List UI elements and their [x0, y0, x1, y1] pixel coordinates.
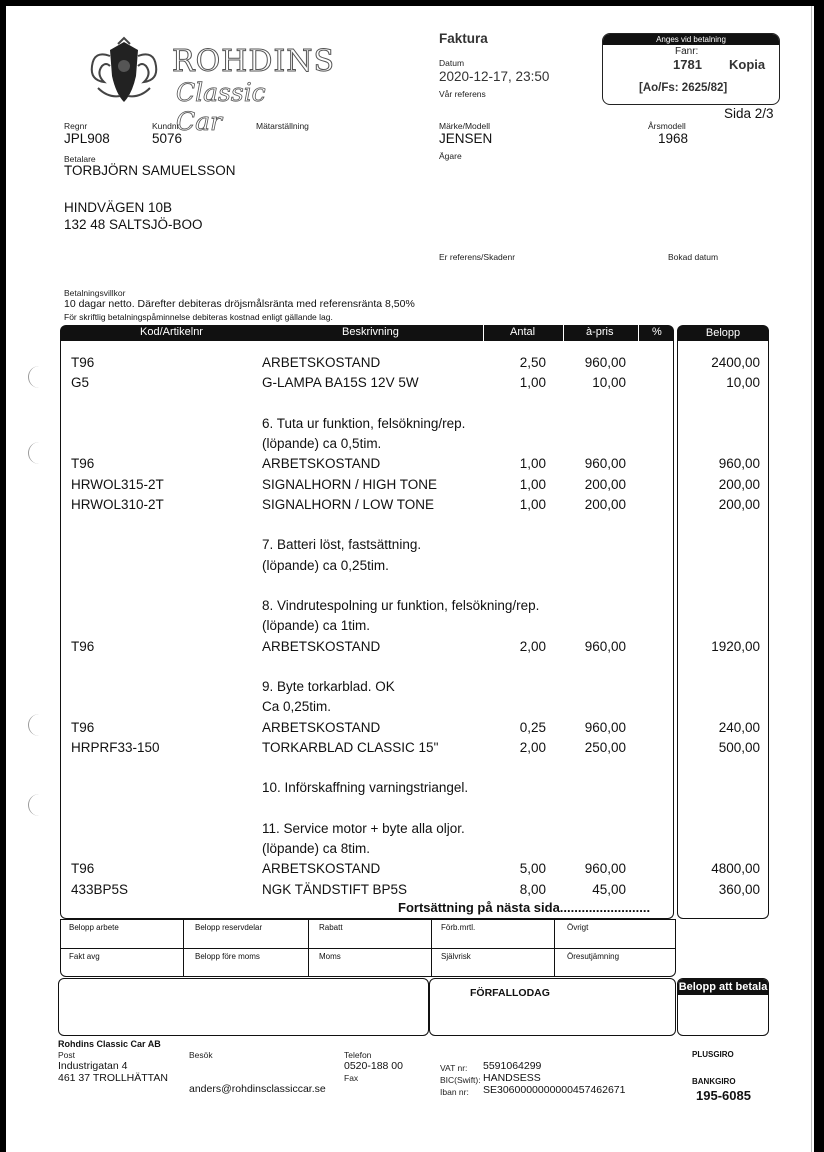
table-row	[6, 720, 814, 740]
kopia-label: Kopia	[729, 57, 766, 72]
item-description: TORKARBLAD CLASSIC 15"	[262, 739, 439, 755]
bokad-datum-label: Bokad datum	[668, 252, 719, 262]
logo-script: Classic Car	[176, 78, 266, 136]
forfallodag-label: FÖRFALLODAG	[470, 987, 550, 999]
fanr-label: Fanr:	[675, 46, 699, 57]
item-quantity: 0,25	[519, 719, 546, 735]
forb-mrtl-label: Förb.mrtl.	[441, 923, 476, 932]
item-description: 10. Införskaffning varningstriangel.	[262, 780, 469, 796]
item-amount: 200,00	[718, 476, 760, 492]
item-quantity: 1,00	[519, 456, 546, 472]
table-row	[6, 396, 814, 416]
terms-line1: 10 dagar netto. Därefter debiteras dröjsmålsränta med referensränta 8,50%	[64, 298, 415, 310]
item-unit-price: 45,00	[592, 881, 626, 897]
crest-icon	[84, 36, 164, 112]
footer-bic-label: BIC(Swift):	[440, 1075, 481, 1085]
amount-due-label: Belopp att betala	[678, 981, 768, 993]
footer-post-city: 461 37 TROLLHÄTTAN	[58, 1072, 168, 1084]
table-row	[6, 558, 814, 578]
moms-label: Moms	[319, 952, 341, 961]
item-unit-price: 960,00	[584, 355, 626, 370]
arsmodell-value: 1968	[658, 131, 689, 146]
footer-post-street: Industrigatan 4	[58, 1060, 128, 1072]
item-description: SIGNALHORN / LOW TONE	[262, 496, 435, 512]
kundnr-label: Kundnr	[152, 121, 180, 131]
due-date-box	[429, 978, 676, 1036]
table-row	[6, 740, 814, 760]
table-row	[6, 679, 814, 699]
item-quantity: 2,00	[519, 739, 546, 755]
marke-value: JENSEN	[439, 131, 493, 146]
header-divider	[483, 325, 484, 341]
customer-name: TORBJÖRN SAMUELSSON	[64, 163, 236, 178]
item-description: ARBETSKOSTAND	[262, 861, 381, 877]
table-row	[6, 537, 814, 557]
table-row	[6, 659, 814, 679]
belopp-arbete-label: Belopp arbete	[69, 923, 119, 932]
header-antal: Antal	[510, 326, 536, 338]
item-unit-price: 200,00	[584, 496, 626, 512]
fanr-value: 1781	[673, 57, 702, 72]
header-divider	[638, 325, 639, 341]
item-quantity: 1,00	[519, 496, 546, 512]
regnr-value: JPL908	[64, 131, 110, 146]
item-amount: 360,00	[718, 881, 760, 897]
logo-brand: ROHDINS	[172, 44, 336, 79]
item-description: ARBETSKOSTAND	[262, 456, 381, 472]
item-code: HRPRF33-150	[71, 739, 160, 755]
item-description: (löpande) ca 0,25tim.	[262, 557, 389, 573]
belopp-fore-moms-label: Belopp före moms	[195, 952, 260, 961]
fakt-avg-label: Fakt avg	[69, 952, 100, 961]
table-row	[6, 598, 814, 618]
item-code: HRWOL315-2T	[71, 476, 164, 492]
item-quantity: 2,50	[519, 355, 546, 370]
table-header	[60, 325, 674, 341]
footer-besok-label: Besök	[189, 1050, 213, 1060]
belopp-reservdelar-label: Belopp reservdelar	[195, 923, 263, 932]
header-kod: Kod/Artikelnr	[140, 326, 203, 338]
customer-street: HINDVÄGEN 10B	[64, 200, 173, 215]
item-description: 11. Service motor + byte alla oljor.	[262, 820, 465, 836]
table-row	[6, 760, 814, 780]
er-referens-label: Er referens/Skadenr	[439, 252, 516, 262]
item-description: NGK TÄNDSTIFT BP5S	[262, 881, 408, 897]
page-edge	[811, 6, 812, 1152]
page-number: Sida 2/3	[724, 106, 774, 121]
footer-iban: SE3060000000000457462671	[483, 1084, 626, 1096]
item-amount: 1920,00	[711, 638, 760, 654]
table-row	[6, 841, 814, 861]
table-row	[6, 699, 814, 719]
document-title: Faktura	[439, 31, 488, 46]
footer-bankgiro-label: BANKGIRO	[692, 1077, 736, 1086]
rabatt-label: Rabatt	[319, 923, 343, 932]
agare-label: Ägare	[439, 151, 462, 161]
table-row	[6, 517, 814, 537]
table-row	[6, 639, 814, 659]
header-divider	[563, 325, 564, 341]
item-quantity: 2,00	[519, 638, 546, 654]
table-row	[6, 416, 814, 436]
footer-plusgiro-label: PLUSGIRO	[692, 1050, 734, 1059]
item-description: 8. Vindrutespolning ur funktion, felsökning/rep.	[262, 598, 540, 613]
item-description: (löpande) ca 0,5tim.	[262, 436, 382, 451]
item-amount: 500,00	[718, 739, 760, 755]
item-unit-price: 250,00	[584, 739, 626, 755]
payment-reference-box	[602, 33, 780, 105]
footer-email[interactable]: anders@rohdinsclassiccar.se	[189, 1083, 326, 1095]
table-row	[6, 578, 814, 598]
table-row	[6, 861, 814, 881]
customer-city: 132 48 SALTSJÖ-BOO	[64, 217, 203, 232]
payment-box-header: Anges vid betalning	[603, 34, 779, 45]
footer-iban-label: Iban nr:	[440, 1087, 469, 1097]
footer-vat: 5591064299	[483, 1060, 542, 1072]
table-row	[6, 882, 814, 902]
item-unit-price: 960,00	[584, 456, 626, 472]
item-description: 9. Byte torkarblad. OK	[262, 679, 395, 694]
item-code: G5	[71, 375, 90, 391]
regnr-label: Regnr	[64, 121, 88, 131]
item-unit-price: 960,00	[584, 719, 626, 735]
betalare-label: Betalare	[64, 154, 96, 164]
item-amount: 960,00	[718, 456, 760, 472]
item-quantity: 8,00	[519, 881, 546, 897]
footer-telefon-label: Telefon	[344, 1050, 372, 1060]
footer-post-label: Post	[58, 1050, 76, 1060]
item-code: T96	[71, 638, 95, 654]
item-code: HRWOL310-2T	[71, 496, 164, 512]
item-quantity: 1,00	[519, 476, 546, 492]
arsmodell-label: Årsmodell	[648, 121, 686, 131]
aofs-value: [Ao/Fs: 2625/82]	[639, 82, 728, 94]
footer-bic: HANDSESS	[483, 1072, 541, 1084]
table-row	[6, 456, 814, 476]
item-description: 6. Tuta ur funktion, felsökning/rep.	[262, 415, 466, 431]
item-description: G-LAMPA BA15S 12V 5W	[262, 375, 419, 391]
bottom-left-box	[58, 978, 429, 1036]
table-row	[6, 497, 814, 517]
item-description: (löpande) ca 1tim.	[262, 618, 371, 634]
item-code: 433BP5S	[71, 881, 129, 897]
item-amount: 240,00	[718, 719, 760, 735]
item-description: SIGNALHORN / HIGH TONE	[262, 476, 438, 492]
item-description: 7. Batteri löst, fastsättning.	[262, 537, 422, 553]
amount-due-box	[677, 978, 769, 1036]
footer-vat-label: VAT nr:	[440, 1063, 468, 1073]
matarstallning-label: Mätarställning	[256, 121, 309, 131]
footer-fax-label: Fax	[344, 1073, 359, 1083]
item-unit-price: 960,00	[584, 638, 626, 654]
table-row	[6, 821, 814, 841]
ovrigt-label: Övrigt	[567, 923, 589, 932]
table-row	[6, 355, 814, 375]
item-description: ARBETSKOSTAND	[262, 719, 381, 735]
footer-telefon: 0520-188 00	[344, 1060, 403, 1072]
var-referens-label: Vår referens	[439, 89, 486, 99]
marke-label: Märke/Modell	[439, 121, 491, 131]
kundnr-value: 5076	[152, 131, 183, 146]
terms-label: Betalningsvillkor	[64, 288, 126, 298]
item-amount: 10,00	[726, 375, 760, 391]
datum-value: 2020-12-17, 23:50	[439, 69, 550, 84]
item-code: T96	[71, 719, 95, 735]
header-beskrivning: Beskrivning	[342, 326, 399, 338]
item-amount: 4800,00	[711, 861, 760, 877]
header-belopp: Belopp	[677, 325, 769, 341]
item-code: T96	[71, 355, 95, 370]
table-row	[6, 801, 814, 821]
invoice-page	[6, 6, 814, 1152]
item-unit-price: 200,00	[584, 476, 626, 492]
item-unit-price: 960,00	[584, 861, 626, 877]
item-quantity: 1,00	[519, 375, 546, 391]
item-code: T96	[71, 456, 95, 472]
terms-line2: För skriftlig betalningspåminnelse debiteras kostnad enligt gällande lag.	[64, 312, 333, 322]
item-description: ARBETSKOSTAND	[262, 638, 381, 654]
continued-note: Fortsättning på nästa sida.........................	[398, 900, 651, 915]
footer-bankgiro: 195-6085	[696, 1088, 751, 1103]
table-row	[6, 618, 814, 638]
footer-company: Rohdins Classic Car AB	[58, 1039, 161, 1049]
item-description: Ca 0,25tim.	[262, 699, 332, 715]
table-row	[6, 477, 814, 497]
header-apris: à-pris	[586, 326, 614, 338]
table-row	[6, 436, 814, 456]
item-quantity: 5,00	[519, 861, 546, 877]
item-description: ARBETSKOSTAND	[262, 355, 381, 370]
table-row	[6, 375, 814, 395]
header-pct: %	[652, 326, 662, 338]
item-amount: 200,00	[718, 496, 760, 512]
item-unit-price: 10,00	[592, 375, 626, 391]
datum-label: Datum	[439, 58, 465, 68]
oresutjamning-label: Öresutjämning	[567, 952, 620, 961]
item-description: (löpande) ca 8tim.	[262, 841, 371, 856]
item-code: T96	[71, 861, 95, 877]
sjalvrisk-label: Självrisk	[441, 952, 471, 961]
item-amount: 2400,00	[711, 355, 760, 370]
summary-grid	[60, 919, 676, 977]
table-row	[6, 780, 814, 800]
